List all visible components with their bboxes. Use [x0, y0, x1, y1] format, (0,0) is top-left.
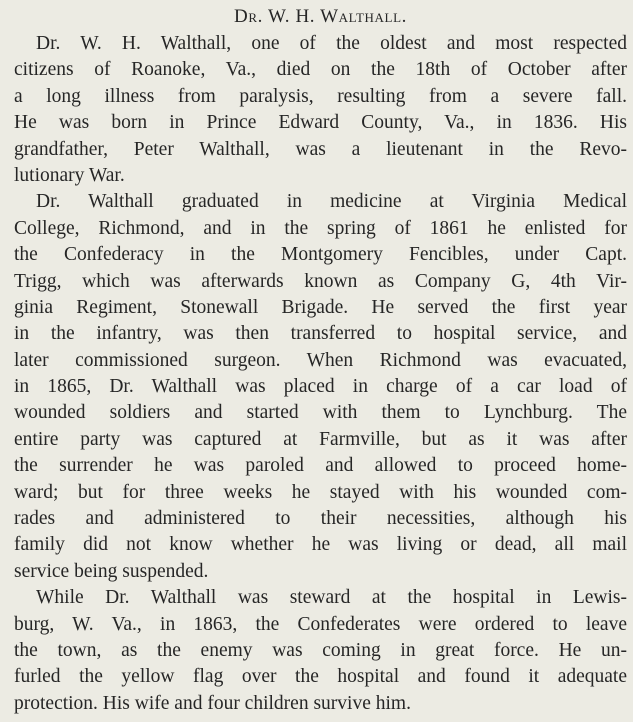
paragraph-2	[14, 189, 627, 585]
text-line: a long illness from paralysis, resulting from a severe fall.	[14, 85, 627, 107]
text-line: Trigg, which was afterwards known as Company G, 4th Vir-	[14, 270, 627, 292]
text-line: Dr. W. H. Walthall, one of the oldest and most respected	[36, 33, 627, 54]
text-line: later commissioned surgeon. When Richmond was evacuated,	[14, 349, 627, 371]
text-line: citizens of Roanoke, Va., died on the 18th of October after	[14, 59, 627, 81]
text-line: entire party was captured at Farmville, but as it was after	[14, 428, 627, 450]
text-line: protection. His wife and four children survive him.	[14, 692, 411, 714]
paragraph-3	[14, 585, 627, 717]
text-line: He was born in Prince Edward County, Va., in 1836. His	[14, 112, 627, 134]
text-line: ginia Regiment, Stonewall Brigade. He served the first year	[14, 296, 627, 318]
text-line: rades and administered to their necessities, although his	[14, 508, 627, 530]
text-line: the town, as the enemy was coming in great force. He un-	[14, 639, 627, 661]
text-line: the Confederacy in the Montgomery Fencibles, under Capt.	[14, 244, 627, 266]
text-line: in 1865, Dr. Walthall was placed in charge of a car load of	[14, 376, 627, 398]
text-line: service being suspended.	[14, 560, 209, 582]
text-line: lutionary War.	[14, 164, 125, 186]
text-line: furled the yellow flag over the hospital and found it adequate	[14, 666, 627, 688]
text-line: burg, W. Va., in 1863, the Confederates were ordered to leave	[14, 613, 627, 635]
text-line: in the infantry, was then transferred to hospital service, and	[14, 323, 627, 345]
text-line: wounded soldiers and started with them to Lynchburg. The	[14, 402, 627, 424]
text-line: Dr. Walthall graduated in medicine at Virginia Medical	[36, 191, 627, 213]
text-line: family did not know whether he was living or dead, all mail	[14, 534, 627, 556]
text-line: College, Richmond, and in the spring of 1861 he enlisted for	[14, 217, 627, 239]
article-title-text: Dr. W. H. Walthall.	[234, 6, 407, 27]
text-line: grandfather, Peter Walthall, was a lieutenant in the Revo-	[14, 138, 627, 160]
text-line: the surrender he was paroled and allowed to proceed home-	[14, 455, 627, 477]
text-line: While Dr. Walthall was steward at the hospital in Lewis-	[36, 587, 627, 609]
article-title	[14, 4, 627, 30]
paragraph-1	[14, 31, 627, 189]
text-line: ward; but for three weeks he stayed with his wounded com-	[14, 481, 627, 503]
